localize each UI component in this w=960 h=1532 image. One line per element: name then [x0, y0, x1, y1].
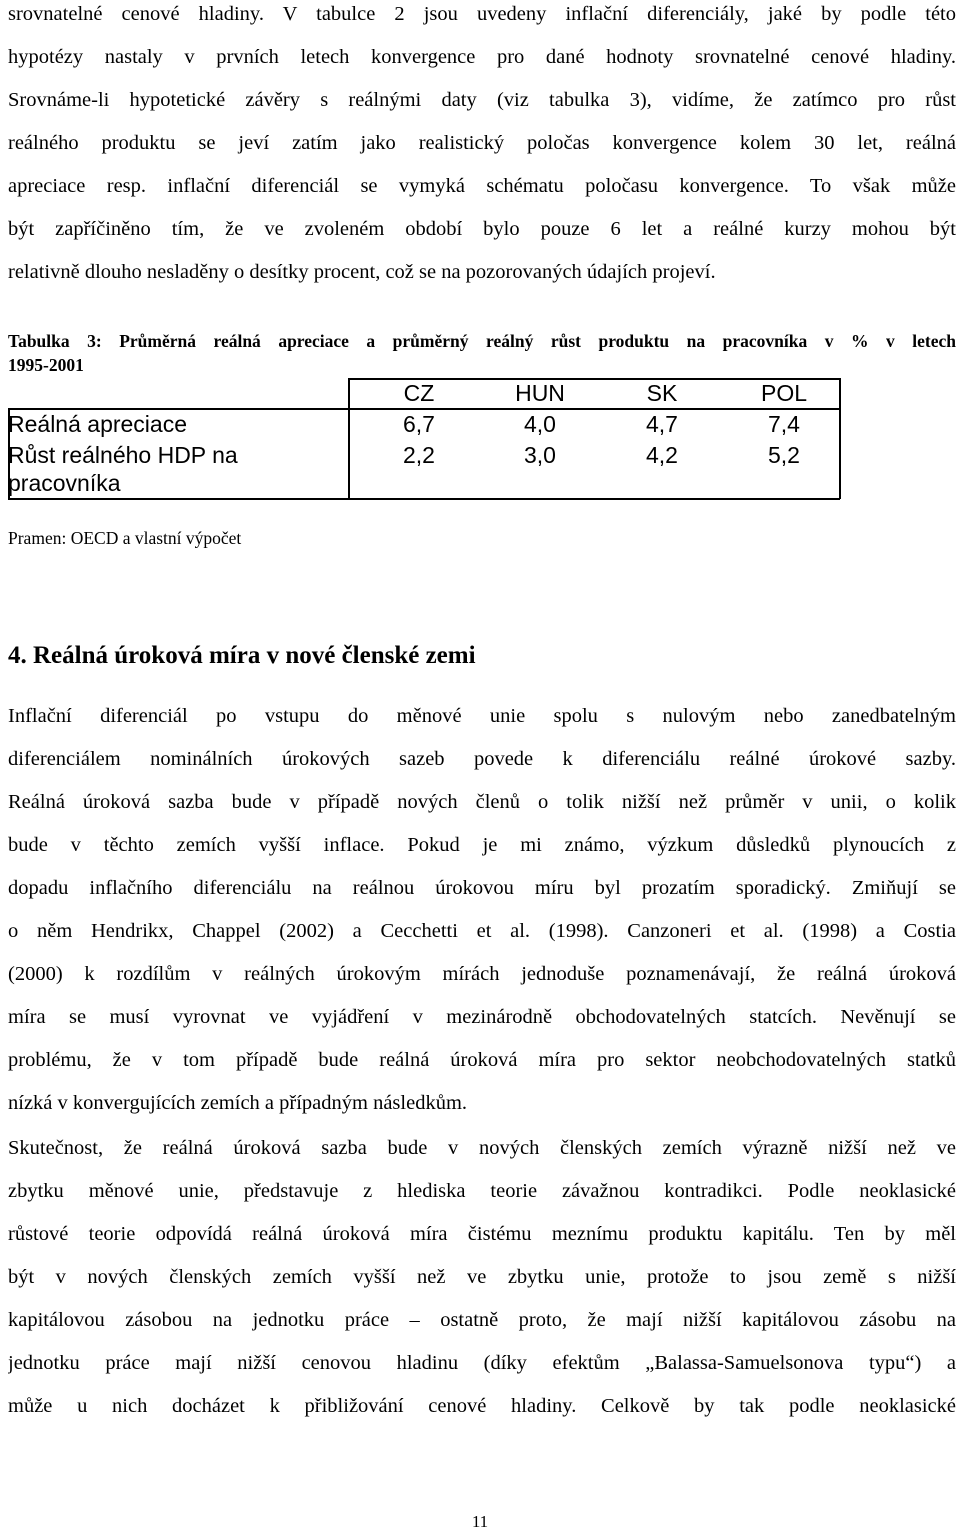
paragraph-line: být zapříčiněno tím, že ve zvoleném období bylo pouze 6 let a reálné kurzy mohou být [8, 218, 956, 240]
row-label: Růst reálného HDP na [8, 442, 238, 468]
paragraph-line: Inflační diferenciál po vstupu do měnové unie spolu s nulovým nebo zanedbatelným [8, 705, 956, 727]
table-rule [348, 378, 350, 499]
table-source: Pramen: OECD a vlastní výpočet [8, 528, 242, 548]
paragraph-line: růstové teorie odpovídá reálná úroková míra čistému meznímu produktu kapitálu. Ten by měl [8, 1223, 956, 1245]
table-cell: 5,2 [768, 442, 800, 468]
page-number: 11 [471, 1512, 489, 1531]
table-caption-line: 1995-2001 [8, 355, 84, 375]
table-rule [8, 498, 840, 500]
table-cell: 4,2 [646, 442, 678, 468]
paragraph-line: jednotku práce mají nižší cenovou hladinu (díky efektům „Balassa-Samuelsonova typu“) a [8, 1352, 956, 1374]
paragraph-line: (2000) k rozdílům v reálných úrokovým mírách jednoduše poznamenávají, že reálná úroková [8, 963, 956, 985]
table-cell: 3,0 [524, 442, 556, 468]
paragraph-line: být v nových členských zemích vyšší než ve zbytku unie, protože to jsou země s nižší [8, 1266, 956, 1288]
column-header: CZ [403, 380, 435, 406]
column-header: POL [760, 380, 808, 406]
table-caption-line: Tabulka 3: Průměrná reálná apreciace a průměrný reálný růst produktu na pracovníka v % v letech [8, 331, 956, 351]
paragraph-line: relativně dlouho nesladěny o desítky procent, což se na pozorovaných údajích projeví. [8, 261, 716, 283]
section-heading: 4. Reálná úroková míra v nové členské zemi [8, 642, 476, 669]
paragraph-line: míra se musí vyrovnat ve vyjádření v mezinárodně obchodovatelných statcích. Nevěnují se [8, 1006, 956, 1028]
table-cell: 7,4 [768, 411, 800, 437]
table-cell: 6,7 [403, 411, 435, 437]
paragraph-line: kapitálovou zásobou na jednotku práce – ostatně proto, že mají nižší kapitálovou zásobu na [8, 1309, 956, 1331]
table-cell: 4,7 [646, 411, 678, 437]
paragraph-line: Srovnáme-li hypotetické závěry s reálnými daty (viz tabulka 3), vidíme, že zatímco pro růst [8, 89, 956, 111]
paragraph-line: hypotézy nastaly v prvních letech konvergence pro dané hodnoty srovnatelné cenové hladiny. [8, 46, 956, 68]
paragraph-line: může u nich docházet k přibližování cenové hladiny. Celkově by tak podle neoklasické [8, 1395, 956, 1417]
row-label: Reálná apreciace [8, 411, 188, 437]
column-header: HUN [515, 380, 565, 406]
paragraph-line: dopadu inflačního diferenciálu na reálnou úrokovou míru byl prozatím sporadický. Zmiňují se [8, 877, 956, 899]
column-header: SK [646, 380, 678, 406]
paragraph-line: zbytku měnové unie, představuje z hlediska teorie závažnou kontradikci. Podle neoklasické [8, 1180, 956, 1202]
paragraph-line: apreciace resp. inflační diferenciál se vymyká schématu poločasu konvergence. To však může [8, 175, 956, 197]
data-table [8, 378, 840, 500]
paragraph-line: reálného produktu se jeví zatím jako realistický poločas konvergence kolem 30 let, reálná [8, 132, 956, 154]
paragraph-line: problému, že v tom případě bude reálná úroková míra pro sektor neobchodovatelných statků [8, 1049, 956, 1071]
paragraph-line: nízká v konvergujících zemích a případným následkům. [8, 1092, 468, 1114]
paragraph-line: o něm Hendrikx, Chappel (2002) a Cecchetti et al. (1998). Canzoneri et al. (1998) a Costia [8, 920, 956, 942]
paragraph-line: Reálná úroková sazba bude v případě nových členů o tolik nižší než průměr v unii, o kolik [8, 791, 956, 813]
paragraph-line: bude v těchto zemích vyšší inflace. Pokud je mi známo, výzkum důsledků plynoucích z [8, 834, 956, 856]
paragraph-line: diferenciálem nominálních úrokových sazeb povede k diferenciálu reálné úrokové sazby. [8, 748, 956, 770]
table-cell: 4,0 [524, 411, 556, 437]
paragraph-line: Skutečnost, že reálná úroková sazba bude v nových členských zemích výrazně nižší než ve [8, 1137, 956, 1159]
table-cell: 2,2 [403, 442, 435, 468]
row-label: pracovníka [8, 470, 121, 496]
paragraph-line: srovnatelné cenové hladiny. V tabulce 2 jsou uvedeny inflační diferenciály, jaké by podle této [8, 3, 956, 25]
